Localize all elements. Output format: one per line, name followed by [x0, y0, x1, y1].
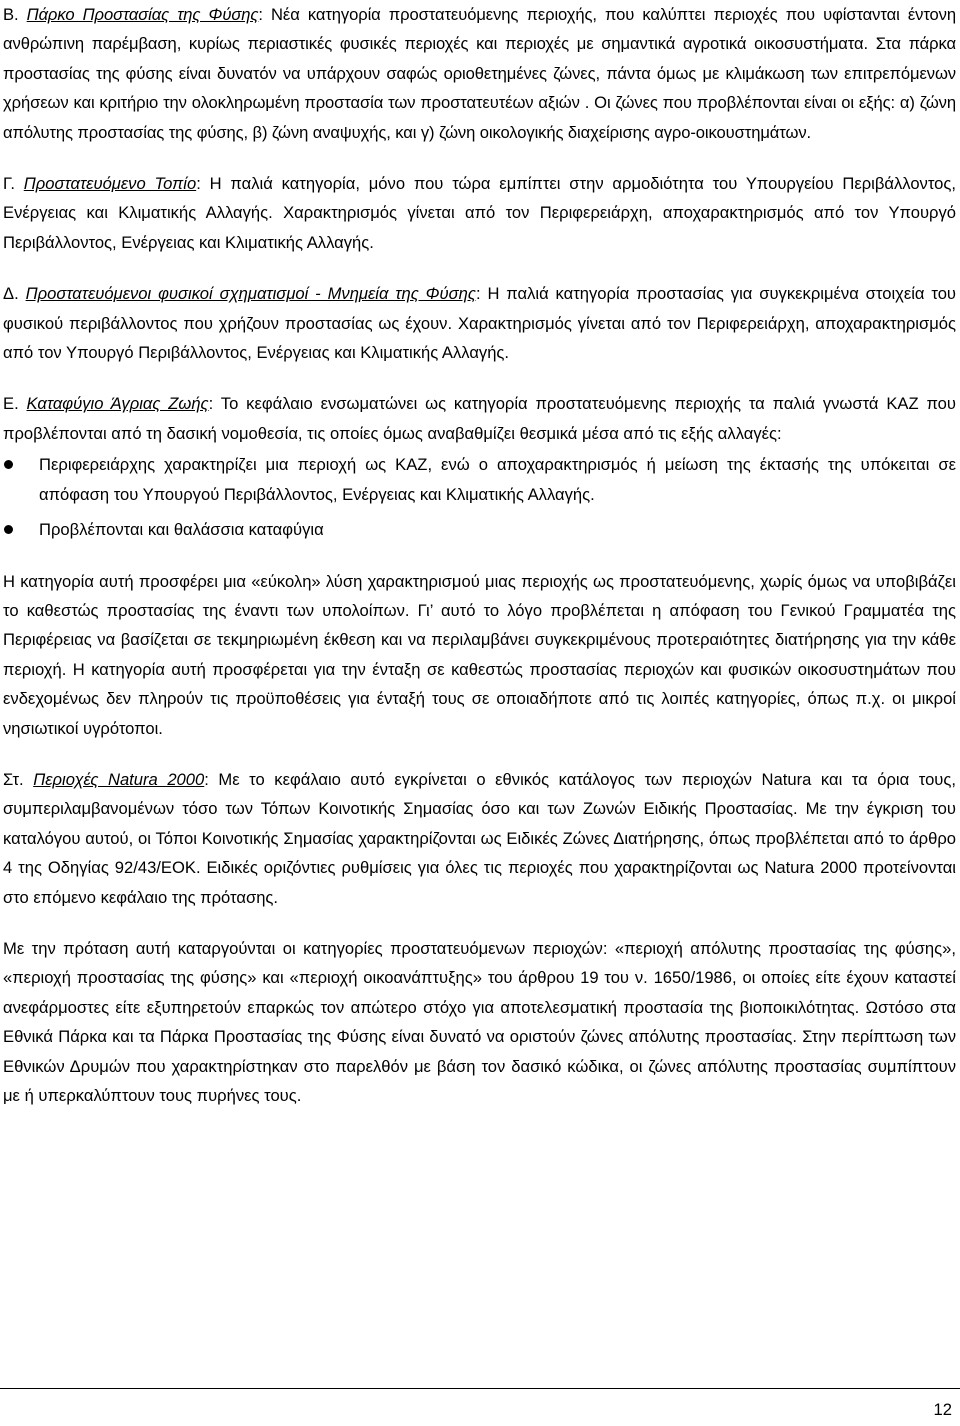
section-term: Καταφύγιο Άγριας Ζωής: [26, 394, 209, 414]
section-term: Πάρκο Προστασίας της Φύσης: [26, 5, 259, 24]
paragraph-wildlife-refuge: [3, 389, 956, 448]
bullet-list: [3, 450, 956, 544]
bullet-icon: [4, 525, 13, 534]
paragraph-category-description: Η κατηγορία αυτή προσφέρει μια «εύκολη» λύση χαρακτηρισμού μιας περιοχής ως προστατευόμενης, χωρίς όμως να υποβιβάζει το καθεστώς προστασίας της έναντι των υπολοίπων. Γι’ αυτό το λόγο προβλέπεται η απόφαση του Γενικού Γραμματέα της Περιφέρειας να βασίζεται σε τεκμηριωμένη έκθεση και να περιλαμβάνει συγκεκριμένους προτεραιότητες διατήρησης για την κάθε περιοχή. Η κατηγορία αυτή προσφέρεται για την ένταξη σε καθεστώς προστασίας περιοχών και φυσικών οικοσυστημάτων που ενδεχομένως δεν πληρούν τις προϋποθέσεις για ένταξή τους σε οποιαδήποτε από τις λοιπές κατηγορίες, όπως π.χ. οι μικροί νησιωτικοί υγρότοποι.: [3, 571, 956, 738]
section-text: : Με το κεφάλαιο αυτό εγκρίνεται ο εθνικός κατάλογος των περιοχών Natura και τα όρια τους, συμπεριλαμβανομένων τόσο των Τόπων Κοινοτικής Σημασίας όσο και των Ζωνών Ειδικής Προστασίας. Με την έγκριση του καταλόγου αυτού, οι Τόποι Κοινοτικής Σημασίας χαρακτηρίζονται ως Ειδικές Ζώνες Διατήρησης, όπως προβλέπεται από το άρθρο 4 της Οδηγίας 92/43/ΕΟΚ. Ειδικές οριζόντιες ρυθμίσεις για όλες τις περιοχές που χαρακτηρίζονται ως Natura 2000 προτείνονται στο επόμενο κεφάλαιο της πρότασης.: [3, 769, 956, 907]
list-item-text: Περιφερειάρχης χαρακτηρίζει μια περιοχή ως ΚΑΖ, ενώ ο αποχαρακτηρισμός ή μείωση της έκτασής της υπόκειται σε απόφαση του Υπουργού Περιβάλλοντος, Ενέργειας και Κλιματικής Αλλαγής.: [39, 455, 956, 504]
section-label: Δ.: [3, 284, 26, 304]
section-term: Περιοχές Natura 2000: [33, 769, 205, 789]
document-body: [3, 0, 956, 1132]
section-term: Προστατευόμενο Τοπίο: [23, 174, 197, 194]
section-text: : Νέα κατηγορία προστατευόμενης περιοχής, που καλύπτει περιοχές που υφίστανται έντονη ανθρώπινη παρέμβαση, κυρίως περιαστικές φυσικές περιοχές και περιοχές με σημαντικά αγροτικά οικοσυστήματα. Στα πάρκα προστασίας της φύσης είναι δυνατόν να υπάρχουν σαφώς οριοθετημένες ζώνες, πάντα όμως με κλιμάκωση των επιτρεπόμενων χρήσεων και κριτήριο την ολοκληρωμένη προστασία των προστατευτέων αξιών . Οι ζώνες που προβλέπονται είναι οι εξής: α) ζώνη απόλυτης προστασίας της φύσης, β) ζώνη αναψυχής, και γ) ζώνη οικολογικής διαχείρισης αγρο-οικουστημάτων.: [3, 5, 956, 142]
section-term: Προστατευόμενοι φυσικοί σχηματισμοί - Μνημεία της Φύσης: [25, 284, 476, 304]
bullet-icon: [4, 460, 13, 469]
paragraph-protected-landscape: [3, 169, 956, 257]
section-label: Β.: [3, 5, 27, 24]
footer-divider: [0, 1388, 960, 1389]
section-text: : Η παλιά κατηγορία, μόνο που τώρα εμπίπτει στην αρμοδιότητα του Υπουργείου Περιβάλλοντος, Ενέργειας και Κλιματικής Αλλαγής. Χαρακτηρισμός γίνεται από τον Περιφερειάρχη, αποχαρακτηρισμός από τον Υπουργό Περιβάλλοντος, Ενέργειας και Κλιματικής Αλλαγής.: [3, 174, 957, 252]
section-label: Ε.: [3, 394, 27, 414]
section-label: Στ.: [3, 769, 34, 789]
list-item-text: Προβλέπονται και θαλάσσια καταφύγια: [39, 520, 324, 540]
section-label: Γ.: [3, 174, 24, 194]
section-text: : Η παλιά κατηγορία προστασίας για συγκεκριμένα στοιχεία του φυσικού περιβάλλοντος που χρήζουν προστασίας ως έχουν. Χαρακτηρισμός γίνεται από τον Περιφερειάρχη, αποχαρακτηρισμός από τον Υπουργό Περιβάλλοντος, Ενέργειας και Κλιματικής Αλλαγής.: [3, 284, 957, 363]
paragraph-nature-protection-park: [3, 0, 956, 147]
page-number: 12: [933, 1400, 952, 1419]
paragraph-natural-monuments: [3, 279, 956, 367]
list-item: [3, 515, 956, 544]
paragraph-abolished-categories: Με την πρόταση αυτή καταργούνται οι κατηγορίες προστατευόμενων περιοχών: «περιοχή απόλυτης προστασίας της φύσης», «περιοχή προστασίας της φύσης» και «περιοχή οικοανάπτυξης» του άρθρου 19 του ν. 1650/1986, οι οποίες είτε έχουν καταστεί ανεφάρμοστες είτε εξυπηρετούν επαρκώς τον απώτερο στόχο για αποτελεσματική προστασία της βιοποικιλότητας. Ωστόσο στα Εθνικά Πάρκα και τα Πάρκα Προστασίας της Φύσης είναι δυνατό να οριστούν ζώνες απόλυτης προστασίας. Στην περίπτωση των Εθνικών Δρυμών που χαρακτηρίστηκαν στο παρελθόν με βάση τον δασικό κώδικα, οι ζώνες απόλυτης προστασίας συμπίπτουν με ή υπερκαλύπτουν τους πυρήνες τους.: [3, 938, 956, 1105]
paragraph-natura-2000: [3, 765, 956, 912]
section-text: : Το κεφάλαιο ενσωματώνει ως κατηγορία προστατευόμενης περιοχής τα παλιά γνωστά ΚΑΖ που προβλέπονται από τη δασική νομοθεσία, τις οποίες όμως αναβαθμίζει θεσμικά μέσα από τις εξής αλλαγές:: [3, 394, 956, 443]
list-item: [3, 450, 956, 509]
